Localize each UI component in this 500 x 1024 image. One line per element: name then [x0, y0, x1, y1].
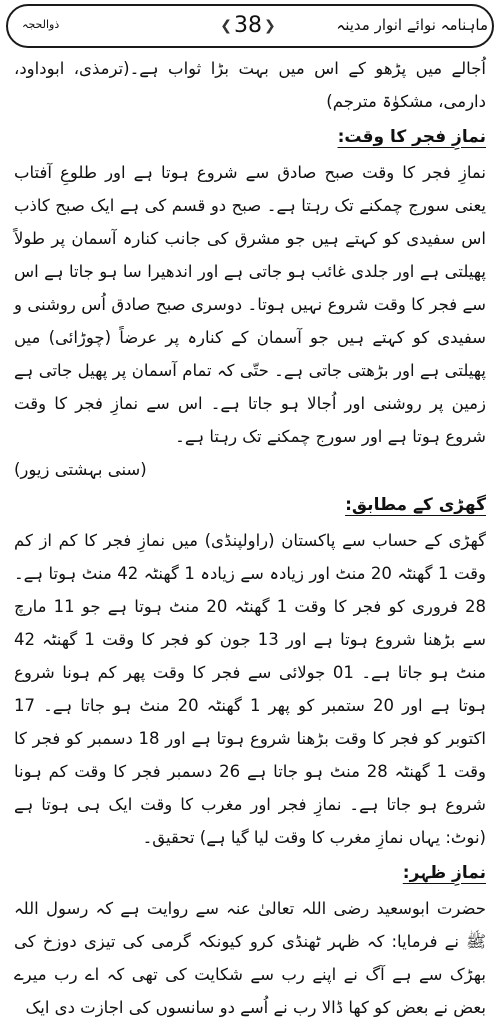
- reference: (سنی بہشتی زیور): [14, 460, 147, 479]
- paragraph: گھڑی کے حساب سے پاکستان (راولپنڈی) میں نمازِ فجر کا کم از کم وقت 1 گھنٹہ 20 منٹ اور زیادہ سے زیادہ 1 گھنٹہ 42 منٹ ہوتا ہے۔ 28 فروری کو فجر کا وقت 1 گھنٹہ 20 منٹ ہوتا ہے جو 11 مارچ سے بڑھنا شروع ہوتا ہے اور 13 جون کو فجر کا وقت 1 گھنٹہ 42 منٹ ہو جاتا ہے۔ 01 جولائی سے فجر کا وقت پھر کم ہونا شروع ہوتا ہے اور 20 ستمبر کو پھر 1 گھنٹہ 20 منٹ ہو جاتا ہے۔ 17 اکتوبر کو فجر کا وقت بڑھنا شروع ہوتا ہے اور 18 دسمبر کو فجر کا وقت 1 گھنٹہ 28 منٹ ہو جاتا ہے 26 دسمبر فجر کا وقت کم ہونا شروع ہو جاتا ہے۔ نمازِ فجر اور مغرب کا وقت ایک ہی ہوتا ہے (نوٹ: یہاں نمازِ مغرب کا وقت لیا گیا ہے) تحقیق۔: [14, 531, 487, 847]
- paragraph: اُجالے میں پڑھو کے اس میں بہت بڑا ثواب ہے۔(ترمذی، ابوداود، دارمی، مشکوٰۃ مترجم): [14, 59, 486, 111]
- ornament-icon: ❮: [220, 18, 232, 34]
- article-body: [14, 52, 487, 1017]
- paragraph: حضرت ابوسعید رضی اللہ تعالیٰ عنہ سے روایت ہے کہ رسول اللہ ﷺ نے فرمایا: کہ ظہر ٹھنڈی کرو کیونکہ گرمی کی تیزی دوزخ کی بھڑک سے ہے آگ نے اپنے رب سے شکایت کی تھی کہ اے رب میرے بعض نے بعض کو کھا ڈالا رب نے اُسے دو سانسوں کی اجازت دی ایک: [14, 899, 486, 1017]
- magazine-title: ماہنامہ نوائے انوار مدینہ: [336, 16, 488, 34]
- section-heading-fajr: نمازِ فجر کا وقت:: [337, 127, 486, 147]
- paragraph: نمازِ فجر کا وقت صبح صادق سے شروع ہوتا ہے اور طلوعِ آفتاب یعنی سورج چمکنے تک رہتا ہے۔ صبح دو قسم کی ہے ایک صبح کاذب اس سفیدی کو کہتے ہیں جو مشرق کی جانب کنارہ آسمان پر طولاً پھیلتی ہے اور جلدی غائب ہو جاتی ہے اور اندھیرا سا ہو جاتا ہے اس سے فجر کا وقت شروع نہیں ہوتا۔ دوسری صبح صادق اُس روشنی و سفیدی کو کہتے ہیں جو آسمان کے کنارہ پر عرضاً (چوڑائی) میں پھیلتی ہے اور بڑھتی جاتی ہے۔ حتّی کہ تمام آسمان پر پھیل جاتی ہے زمین پر روشنی اور اُجالا ہو جاتا ہے۔ اس سے نمازِ فجر کا وقت شروع ہوتا ہے اور سورج چمکنے تک رہتا ہے۔: [14, 163, 486, 446]
- section-heading-zuhr: نمازِ ظہر:: [402, 863, 486, 883]
- page-header: [6, 4, 494, 48]
- ornament-icon: ❯: [264, 18, 276, 34]
- page-number-text: 38: [234, 13, 262, 38]
- page-number: [208, 12, 288, 40]
- issue-month: ذوالحجہ: [22, 18, 60, 31]
- section-heading-clock: گھڑی کے مطابق:: [345, 495, 486, 515]
